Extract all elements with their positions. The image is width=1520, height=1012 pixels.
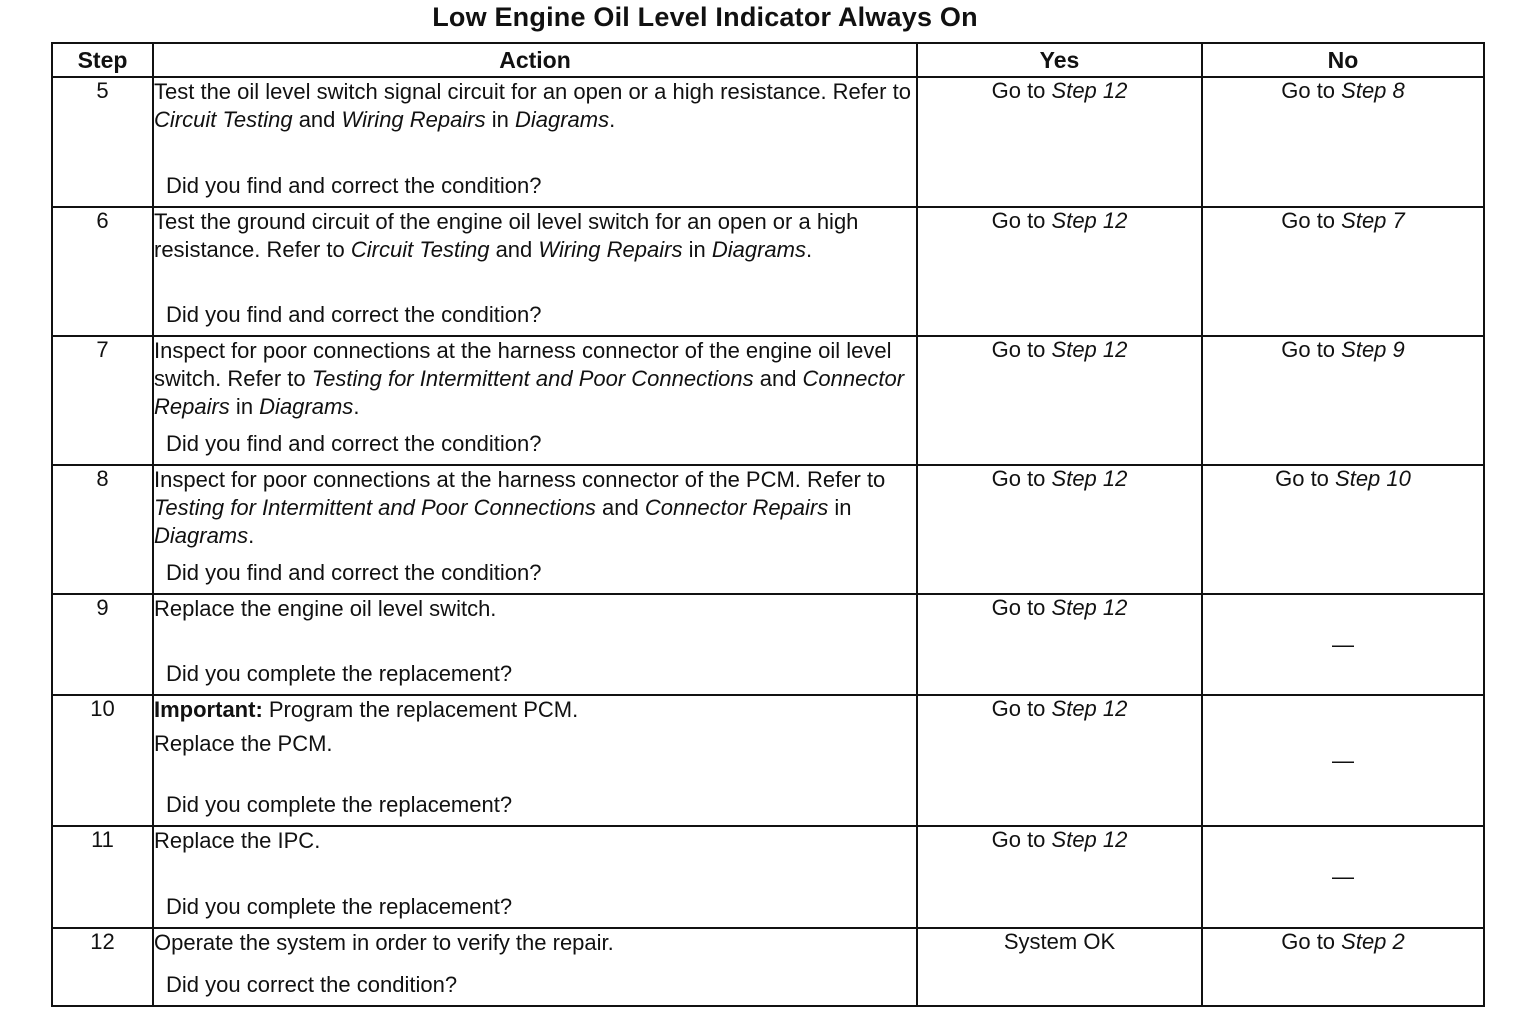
action-cell — [153, 826, 917, 928]
step-number: 8 — [52, 465, 153, 594]
no-step-link: Step 10 — [1335, 466, 1411, 491]
yes-result: Go to Step 12 — [917, 826, 1202, 928]
header-yes: Yes — [917, 43, 1202, 77]
action-question: Did you find and correct the condition? — [166, 173, 542, 198]
action-text: Inspect for poor connections at the harness connector of the PCM. Refer to Testing for Intermittent and Poor Connections and Connector Repairs in Diagrams. — [154, 467, 886, 548]
table-row — [52, 465, 1484, 594]
dash-placeholder: — — [1332, 747, 1354, 773]
action-text: Replace the IPC. — [154, 828, 321, 853]
no-result: Go to Step 7 — [1202, 207, 1484, 336]
table-row — [52, 826, 1484, 928]
action-text: Test the oil level switch signal circuit for an open or a high resistance. Refer to Circuit Testing and Wiring Repairs in Diagrams. — [154, 79, 911, 132]
no-result: Go to Step 2 — [1202, 928, 1484, 1006]
action-cell — [153, 77, 917, 207]
action-question: Did you correct the condition? — [166, 972, 458, 997]
action-text: Test the ground circuit of the engine oil level switch for an open or a high resistance. Refer to Circuit Testing and Wiring Repairs in Diagrams. — [154, 209, 859, 262]
action-question: Did you complete the replacement? — [166, 792, 513, 817]
yes-result: Go to Step 12 — [917, 207, 1202, 336]
yes-result: Go to Step 12 — [917, 465, 1202, 594]
yes-step-link: Step 12 — [1051, 466, 1128, 491]
yes-result: Go to Step 12 — [917, 695, 1202, 826]
action-cell — [153, 336, 917, 465]
action-question: Did you complete the replacement? — [166, 661, 513, 686]
no-result: Go to Step 8 — [1202, 77, 1484, 207]
action-text-secondary: Replace the PCM. — [154, 731, 333, 756]
yes-step-link: Step 12 — [1051, 337, 1128, 362]
yes-step-link: Step 12 — [1051, 696, 1128, 721]
action-cell — [153, 594, 917, 695]
table-row — [52, 77, 1484, 207]
action-cell — [153, 465, 917, 594]
action-cell — [153, 695, 917, 826]
step-number: 6 — [52, 207, 153, 336]
step-number: 7 — [52, 336, 153, 465]
no-step-link: Step 8 — [1341, 78, 1405, 103]
action-cell — [153, 207, 917, 336]
action-text: Operate the system in order to verify the repair. — [154, 930, 614, 955]
action-question: Did you find and correct the condition? — [166, 302, 542, 327]
dash-placeholder: — — [1332, 631, 1354, 657]
action-cell — [153, 928, 917, 1006]
table-row — [52, 928, 1484, 1006]
yes-step-link: Step 12 — [1051, 208, 1128, 233]
action-question: Did you find and correct the condition? — [166, 431, 542, 456]
action-question: Did you find and correct the condition? — [166, 560, 542, 585]
yes-step-link: Step 12 — [1051, 595, 1128, 620]
step-number: 11 — [52, 826, 153, 928]
header-action: Action — [153, 43, 917, 77]
diagnostic-table — [51, 42, 1485, 1007]
no-result: Go to Step 10 — [1202, 465, 1484, 594]
page-title: Low Engine Oil Level Indicator Always On — [432, 2, 978, 32]
no-step-link: Step 2 — [1341, 929, 1405, 954]
step-number: 5 — [52, 77, 153, 207]
table-row — [52, 594, 1484, 695]
action-question: Did you complete the replacement? — [166, 894, 513, 919]
yes-result: Go to Step 12 — [917, 336, 1202, 465]
step-number: 12 — [52, 928, 153, 1006]
yes-step-link: Step 12 — [1051, 827, 1128, 852]
dash-placeholder: — — [1332, 864, 1354, 889]
table-row — [52, 336, 1484, 465]
no-result — [1202, 695, 1484, 826]
no-step-link: Step 7 — [1341, 208, 1405, 233]
table-row — [52, 207, 1484, 336]
step-number: 9 — [52, 594, 153, 695]
table-row — [52, 695, 1484, 826]
no-result: Go to Step 9 — [1202, 336, 1484, 465]
header-no: No — [1202, 43, 1484, 77]
table-header-row — [52, 43, 1484, 77]
yes-result: System OK — [917, 928, 1202, 1006]
action-text: Important: Program the replacement PCM. — [154, 697, 579, 722]
header-step: Step — [52, 43, 153, 77]
no-step-link: Step 9 — [1341, 337, 1405, 362]
yes-result: Go to Step 12 — [917, 594, 1202, 695]
no-result — [1202, 826, 1484, 928]
action-text: Replace the engine oil level switch. — [154, 596, 497, 621]
step-number: 10 — [52, 695, 153, 826]
yes-step-link: Step 12 — [1051, 78, 1128, 103]
action-text: Inspect for poor connections at the harness connector of the engine oil level switch. Refer to Testing for Intermittent and Poor Connections and Connector Repairs in Diagrams. — [154, 338, 905, 419]
yes-result: Go to Step 12 — [917, 77, 1202, 207]
no-result — [1202, 594, 1484, 695]
